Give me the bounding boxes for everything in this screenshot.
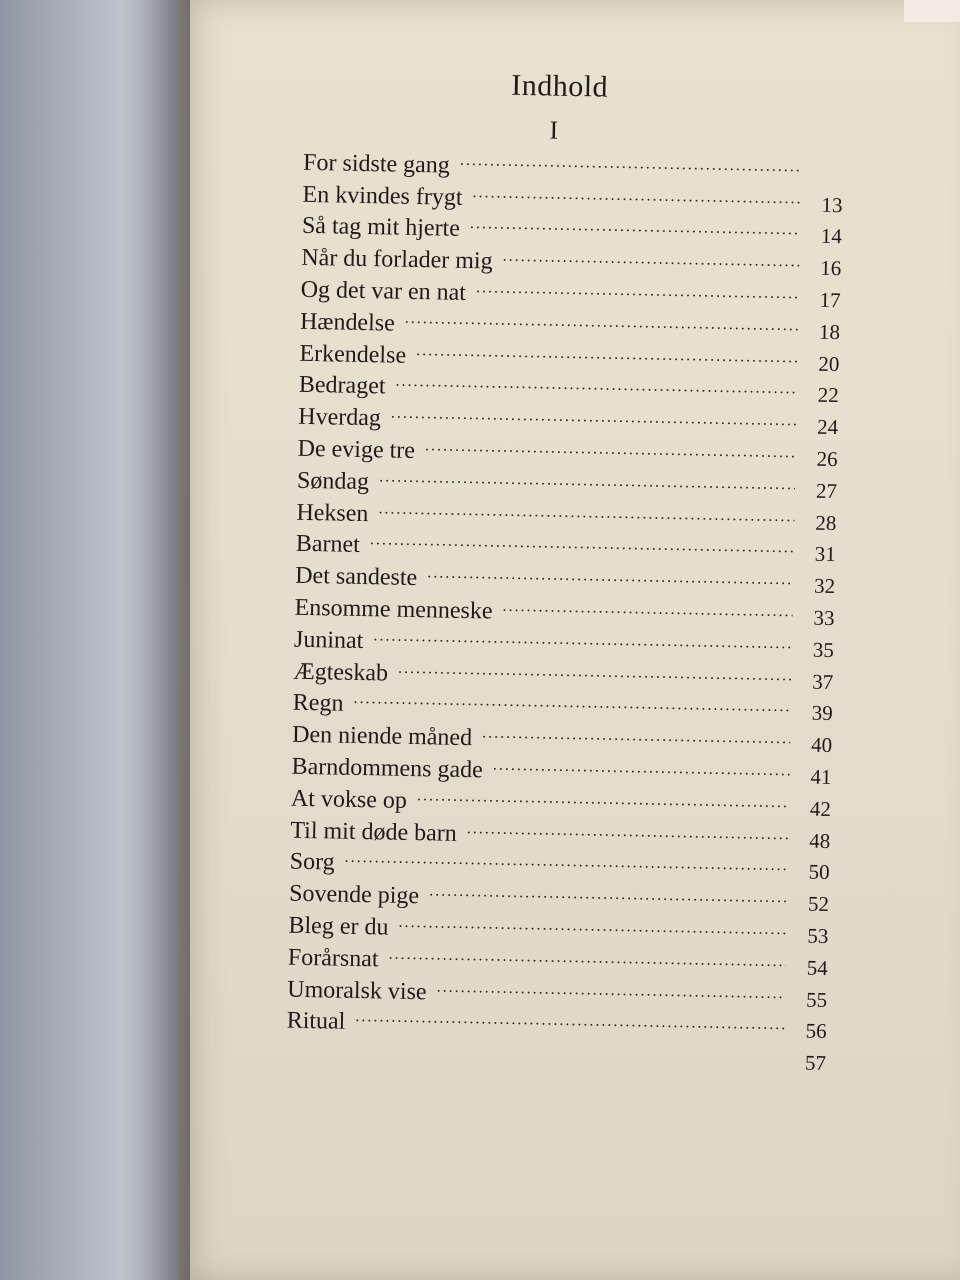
toc-entry-title: De evige tre [297,435,416,464]
dot-leader [425,432,796,467]
toc-entry-title: Bedraget [298,372,386,400]
toc-entry-page-number: 41 [810,764,832,789]
dot-leader [482,719,791,753]
toc-entry-title: Sorg [289,849,335,876]
toc-entry-page-number: 50 [808,859,830,885]
toc-entry-title: En kvindes frygt [302,181,463,211]
toc-entry-title: Barnet [295,531,361,559]
toc-entry-page-number: 57 [804,1050,827,1076]
toc-entry-page-number: 32 [813,573,836,599]
toc-entry-page-number: 56 [805,1018,827,1044]
toc-entry-title: Søndag [296,467,370,495]
page-edge [904,0,960,22]
toc-entry-title: Ægteskab [293,658,389,687]
toc-entry-page-number: 18 [818,319,841,344]
dot-leader [502,243,799,277]
toc-entry-title: For sidste gang [302,149,451,179]
toc-entry-page-number: 31 [814,542,836,567]
toc-entry-page-number: 13 [821,192,843,217]
toc-entry-title: Det sandeste [294,562,418,592]
toc-entry-title: Den niende måned [291,721,473,752]
toc-entry-page-number: 54 [806,955,829,980]
dot-leader [436,973,785,1008]
toc-entry-title: Barndommens gade [291,753,484,784]
toc-entry-page-number: 40 [810,732,833,758]
toc-entry-page-number: 27 [815,478,838,503]
book-gutter-shadow [120,0,190,1280]
dot-leader [502,593,793,627]
toc-entry-page-number: 33 [813,605,835,631]
toc-entry-page-number: 55 [805,987,828,1012]
toc-entries [286,145,844,1077]
toc-entry-page-number: 53 [807,923,829,948]
dot-leader [417,782,789,817]
toc-entry-title: Umoralsk vise [287,976,427,1005]
toc-entry-title: Og det var en nat [300,276,467,306]
toc-entry-title: Bleg er du [288,912,389,941]
toc-entry-title: Forårsnat [287,944,379,973]
toc-entry-page-number: 35 [812,637,835,662]
table-of-contents [286,65,845,1077]
toc-entry-title: Så tag mit hjerte [301,213,461,243]
toc-entry-page-number: 42 [809,796,832,821]
toc-entry-page-number: 48 [809,828,831,853]
dot-leader [493,751,790,785]
toc-entry-page-number: 26 [816,446,838,472]
toc-entry-title: Til mit døde barn [290,817,458,847]
dot-leader [429,877,787,912]
toc-title: Indhold [510,68,609,104]
dot-leader [470,210,801,244]
dot-leader [467,815,789,849]
toc-entry-page-number: 24 [816,414,839,440]
toc-entry-title: Juninat [293,626,364,654]
toc-entry-page-number: 37 [812,669,834,694]
toc-entry-page-number: 52 [807,891,830,917]
toc-entry-title: Heksen [296,499,369,527]
dot-leader [460,147,802,182]
dot-leader [472,179,800,213]
toc-entry-title: Sovende pige [288,880,420,910]
dot-leader [427,559,794,594]
toc-entry-page-number: 39 [811,701,833,726]
dot-leader [416,337,798,372]
toc-entry-title: Ensomme menneske [294,594,493,625]
toc-entry-title: At vokse op [290,785,408,814]
toc-entry-title: Hverdag [298,403,382,432]
dot-leader [476,274,799,308]
toc-entry-title: Når du forlader mig [301,244,493,275]
toc-entry-title: Regn [292,690,344,718]
toc-entry-title: Ritual [286,1007,346,1036]
toc-entry-page-number: 14 [820,224,843,249]
toc-entry-page-number: 20 [818,351,840,376]
toc-entry-page-number: 17 [819,287,841,313]
toc-entry-page-number: 22 [817,383,840,408]
toc-entry-page-number: 16 [820,255,842,281]
toc-entry-page-number: 28 [815,510,837,535]
toc-entry-title: Erkendelse [299,340,407,369]
toc-entry-title: Hændelse [299,308,396,337]
section-numeral: I [549,115,559,145]
